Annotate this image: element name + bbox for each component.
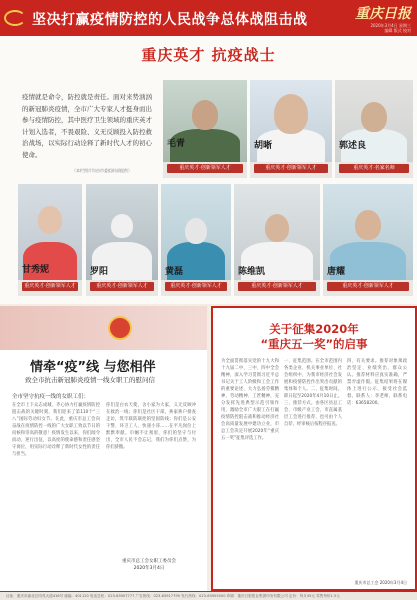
talent-name: 黄磊 (165, 267, 184, 277)
talent-card (163, 80, 247, 178)
notice-title-line: “重庆五一奖”的启事 (260, 337, 368, 351)
talent-name: 毛青 (167, 139, 186, 149)
masthead (355, 3, 411, 33)
talent-name: 甘秀妮 (22, 265, 50, 275)
talent-name: 郭述良 (339, 141, 367, 151)
letter-subtitle: 致全市抗击新冠肺炎疫情一线女职工的慰问信 (25, 376, 155, 384)
award-notice (211, 306, 417, 591)
talent-card (323, 184, 413, 296)
letter-salutation: 全市坚守抗疫一线的女职工们： (12, 394, 90, 400)
notice-column: 一、征集范围。在全市范围内各类企业、机关事业单位、社会组织中，为我市经济社会发展和疫情防控作出突出贡献的集体和个人。二、征集时间。即日起至2020年4月10日止。三、推荐方式。由各区县总工会、市级产业工会、市直属基层工会进行推荐，也可由个人自荐，经审核后按程序报送。 (284, 359, 342, 427)
talent-card (86, 184, 158, 296)
notice-column: 四、有关要求。推荐对象须政治坚定、业绩突出、群众公认。推荐材料应真实准确，严禁弄虚作假。征集结果将在媒体上进行公示，接受社会监督。联系人：李老师，联系电话：63658200。 (347, 359, 407, 406)
talent-honor: 重庆英才·创新领军人才 (254, 164, 328, 173)
talent-card (250, 80, 332, 178)
letter-column: 在全市上下众志成城、齐心协力打赢疫情防控阻击战的关键时刻，我们迎来了第110个“三八”国际劳动妇女节。在此，重庆市总工会向奋战在疫情防控一线的广大女职工致以节日的问候和崇高的敬意！疫情发生以来，你们闻令而动、逆行出征，以高度的使命感和责任感坚守岗位，用实际行动诠释了新时代女性的责任与担当。 (12, 403, 100, 457)
talent-honor: 重庆英才·名家名师 (339, 164, 409, 173)
union-emblem-icon (108, 316, 132, 340)
page-footer: 社址：重庆市渝北区同茂大道416号 邮编：401120 电话总机：023-63907777 广告热线：023-63917799 发行热线：023-63905000 印刷：重庆日报报业集团印务有限公司 定价：每月45元 零售每份1.5元 (0, 591, 417, 600)
talent-card (18, 184, 82, 296)
talent-name: 罗阳 (90, 267, 109, 277)
letter-title: 情牵“疫”线 与您相伴 (30, 360, 156, 375)
masthead-date: 2020年3月4日 星期三 (370, 23, 411, 28)
talent-honor: 重庆英才·创新领军人才 (238, 282, 316, 291)
page-banner (0, 0, 417, 36)
letter-signature (104, 558, 194, 572)
feature-intro: 疫情就是命令，防控就是责任。面对来势汹汹的新冠肺炎疫情，全市广大专家人才挺身而出参与疫情防控，其中医疗卫生领域的重庆英才计划入选者，不畏艰险、义无反顾投入防控救治战场，以实际行动诠释了新时代人才的初心使命。 (22, 93, 152, 159)
notice-column: 为全面贯彻落实党的十九大和十九届二中、三中、四中全会精神，深入学习贯彻习近平总书记关于工人阶级和工会工作的重要论述，大力弘扬劳模精神、劳动精神、工匠精神，充分发挥先进典型示范引领作用，激励全市广大职工在打赢疫情防控阻击战和推动经济社会高质量发展中建功立业，市总工会决定开展2020年“重庆五一奖”征集评选工作。 (221, 359, 279, 441)
notice-dateline: 重庆市总工会 2020年3月4日 (354, 580, 407, 585)
talent-name: 胡晰 (254, 141, 273, 151)
talent-honor: 重庆英才·创新领军人才 (165, 282, 227, 291)
feature-title: 重庆英才 抗疫战士 (141, 46, 276, 64)
header-photo (0, 306, 207, 350)
letter-column: 你们是白衣天使，舍小家为大家，义无反顾冲在救治一线；你们是社区干部，挨家挨户排查走访，筑牢联防联控的坚固防线；你们是公安干警、环卫工人、快递小哥……在平凡岗位上默默奉献。巾帼不让须眉，你们的坚守与付出，全市人民不会忘记，我们为你们点赞，为你们骄傲。 (106, 403, 196, 450)
talent-name: 唐耀 (327, 267, 346, 277)
masthead-credits: 编辑 版式 校对 (384, 28, 411, 33)
brush-flourish-icon (4, 10, 26, 26)
talent-name: 陈维凯 (238, 267, 266, 277)
talent-card (161, 184, 231, 296)
signature-org: 重庆市总工会女职工委员会 (122, 559, 176, 564)
talent-honor: 重庆英才·创新领军人才 (90, 282, 154, 291)
notice-title (213, 322, 415, 352)
signature-date: 2020年3月4日 (133, 566, 165, 571)
photo-source-note: （本栏图片均由市委组织部提供） (72, 168, 132, 173)
solidarity-letter (0, 306, 207, 591)
talent-feature (0, 36, 417, 304)
talent-honor: 重庆英才·创新领军人才 (327, 282, 409, 291)
banner-title: 坚决打赢疫情防控的人民战争总体战阻击战 (32, 12, 308, 28)
portrait-photo (163, 80, 247, 162)
talent-honor: 重庆英才·创新领军人才 (167, 164, 243, 173)
newspaper-logo: 重庆日报 (355, 6, 411, 22)
talent-card (335, 80, 413, 178)
talent-card (234, 184, 320, 296)
notice-title-line: 关于征集2020年 (269, 322, 359, 336)
talent-honor: 重庆英才·创新领军人才 (22, 282, 78, 291)
